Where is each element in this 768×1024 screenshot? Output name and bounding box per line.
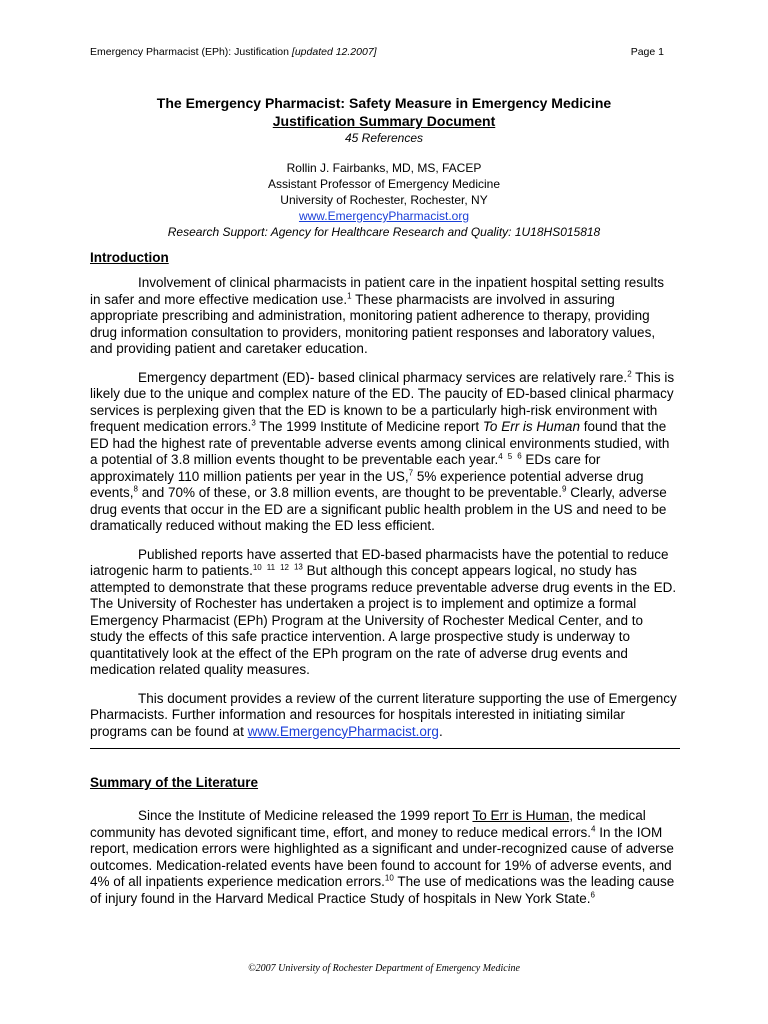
page-header	[90, 46, 664, 58]
footnote-ref: 3	[251, 418, 256, 428]
introduction-body	[90, 275, 678, 752]
intro-paragraph-4: This document provides a review of the current literature supporting the use of Emergency Pharmacists. Further information and resources for hospitals interested in initiating similar programs can be found at www.EmergencyPharmacist.org.	[90, 690, 677, 739]
footnote-ref: 4	[591, 824, 596, 833]
author-name: Rollin J. Fairbanks, MD, MS, FACEP	[286, 161, 482, 175]
header-title: Emergency Pharmacist (EPh): Justification	[90, 46, 289, 58]
footnote-ref: 4	[498, 451, 503, 461]
reference-count: 45 References	[344, 131, 424, 145]
intro-paragraph-3: Published reports have asserted that ED-based pharmacists have the potential to reduce iatrogenic harm to patients.$^{10}$ $^{11}$ $^{12}$ $^{13}$ But although this concept appears logical, no study has attempted to demonstrate that these programs reduce preventable adverse drug events in the ED. The University of Rochester has undertaken a project is to implement and optimize a formal Emergency Pharmacist (EPh) Program at the University of Rochester Medical Center, and to study the effects of this safe practice intervention. A large prospective study is underway to quantitatively look at the effect of the EPh program on the rate of adverse drug events and medication related quality measures.	[90, 546, 677, 677]
footnote-ref: 9	[562, 484, 567, 494]
report-title-underlined: To Err is Human	[472, 808, 570, 823]
summary-heading: Summary of the Literature	[90, 775, 259, 790]
report-title-italic: To Err is Human	[482, 419, 580, 434]
document-title: The Emergency Pharmacist: Safety Measure in Emergency Medicine	[156, 95, 612, 111]
intro-paragraph-2: Emergency department (ED)- based clinical pharmacy services are relatively rare.$^2$ This is likely due to the unique and complex nature of the ED. The paucity of ED-based clinical pharmacy services is perplexing given that the ED is known to be a particularly high-risk environment with frequent medication errors.$^3$ The 1999 Institute of Medicine report To Err is Human found that the ED had the highest rate of preventable adverse events among clinical environments studied, with a potential of 3.8 million events thought to be preventable each year.$^4$ $^5$ $^6$ EDs care for approximately 110 million patients per year in the US,$^7$ 5% experience potential adverse drug events,$^8$ and 70% of these, or 3.8 million events, are thought to be preventable.$^9$ Clearly, adverse drug events that occur in the ED are a significant public health problem in the US and need to be dramatically reduced without making the ED less efficient.	[90, 369, 675, 533]
author-institution: University of Rochester, Rochester, NY	[280, 193, 488, 207]
footnote-ref: 11	[266, 562, 276, 572]
footnote-ref: 8	[133, 484, 138, 494]
footnote-ref: 12	[280, 562, 289, 572]
section-divider	[90, 748, 680, 749]
website-link-inline[interactable]: www.EmergencyPharmacist.org	[247, 723, 439, 739]
header-updated: [updated 12.2007]	[291, 46, 377, 58]
introduction-heading: Introduction	[90, 250, 169, 265]
intro-paragraph-1: Involvement of clinical pharmacists in patient care in the inpatient hospital setting results in safer and more effective medication use.$^1$ These pharmacists are involved in assuring appropriate prescribing and administration, monitoring patient adherence to therapy, providing drug information consultation to providers, monitoring patient responses and laboratory values, and providing patient and caretaker education.	[90, 275, 665, 356]
footnote-ref: 10	[384, 873, 394, 883]
author-position: Assistant Professor of Emergency Medicine	[267, 177, 501, 191]
footnote-ref: 5	[507, 451, 513, 461]
summary-paragraph-1: Since the Institute of Medicine released the 1999 report To Err is Human, the medical community has devoted significant time, effort, and money to reduce medical errors.$^4$ In the IOM report, medication errors were highlighted as a significant and under-recognized cause of adverse outcomes. Medication-related events have been found to account for 19% of adverse events, and 4% of all inpatients experience medication errors.$^{10}$ The use of medications was the leading cause of injury found in the Harvard Medical Practice Study of hospitals in New York State.$^6$	[90, 808, 675, 906]
footnote-ref: 10	[252, 562, 262, 572]
website-link[interactable]: www.EmergencyPharmacist.org	[298, 209, 470, 223]
footnote-ref: 7	[408, 468, 414, 477]
page-number: Page 1	[630, 46, 664, 58]
footnote-ref: 1	[347, 291, 352, 300]
research-support: Research Support: Agency for Healthcare Research and Quality: 1U18HS015818	[167, 225, 601, 239]
footnote-ref: 6	[517, 451, 522, 461]
footnote-ref: 13	[293, 562, 303, 572]
document-subtitle: Justification Summary Document	[272, 113, 496, 129]
page-footer: ©2007 University of Rochester Department of Emergency Medicine	[248, 963, 520, 974]
footnote-ref: 2	[627, 369, 632, 378]
footnote-ref: 6	[590, 890, 595, 899]
header-left	[90, 46, 377, 58]
author-block	[90, 160, 678, 240]
title-block	[90, 94, 678, 240]
summary-body	[90, 808, 678, 919]
